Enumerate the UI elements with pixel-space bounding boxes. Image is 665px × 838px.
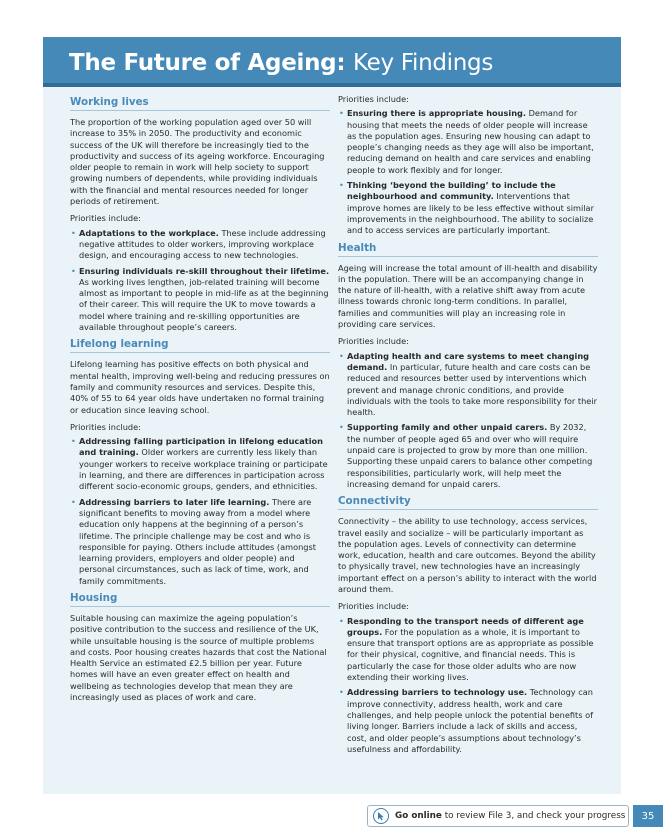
health-list xyxy=(338,351,598,491)
section-heading-housing: Housing xyxy=(70,592,330,607)
list-item: • Responding to the transport needs of different age groups. For the population as a whole, it is important to ensure that transport options are as appropriate as possible for their physical, cognitive, and financial needs. This is particularly the case for those older adults who are now extending their working lives. xyxy=(339,615,594,683)
list-item: • Supporting family and other unpaid carers. By 2032, the number of people aged 65 and over who will require unpaid care is projected to grow by more than one million. Supporting these unpaid carers to balance other competing responsibilities, particularly work, will help meet the increasing demand for unpaid carers. xyxy=(339,422,593,489)
list-item-text: Older workers are currently less likely than younger workers to receive workplace training or participate in learning, and there are differences in participation across different socio-economic groups, genders, and ethnicities. xyxy=(79,447,328,492)
left-column xyxy=(70,94,330,709)
connectivity-body: Connectivity – the ability to use technology, access services, travel easily and socialize – will be particularly important as the population ages. Levels of connectivity can determine work, education, health and care outcomes. Beyond the ability to physically travel, new technologies have an increasingly important effect on a person’s ability to interact with the world around them. xyxy=(338,516,597,594)
go-online-text xyxy=(395,811,625,821)
list-item-bold: Responding to the transport needs of different age groups. xyxy=(347,615,584,637)
list-item-text: Technology can improve connectivity, address health, work and care challenges, and help people unlock the potential benefits of living longer. Barriers include a lack of skills and access, cost, and older people’s assumptions about technology’s usefulness and affordability. xyxy=(347,687,594,754)
go-online-rest: to review File 3, and check your progress xyxy=(441,811,626,821)
list-item: • Ensuring individuals re-skill throughout their lifetime. As working lives lengthen, job-related training will become almost as important to people in mid-life as at the beginning of their career. This will require the UK to move towards a model where training and re-skilling opportunities are available throughout people’s careers. xyxy=(71,265,330,333)
list-item: • Addressing falling participation in lifelong education and training. Older workers are currently less likely than younger workers to receive workplace training or participate in learning, and there are differences in participation across different socio-economic groups, genders, and ethnicities. xyxy=(71,436,328,492)
page-number: 35 xyxy=(633,805,663,827)
list-item-text: These include addressing negative attitudes to older workers, improving workplace design, and encouraging access to new technologies. xyxy=(79,227,326,261)
lifelong-list xyxy=(70,436,330,587)
cursor-click-icon xyxy=(373,808,389,824)
list-item: • Thinking ‘beyond the building’ to include the neighbourhood and community. Interventions that improve homes are likely to be less effective without similar improvements in the neighbourhood. The ability to socialize and to access services are particularly important. xyxy=(339,180,594,236)
list-item-text: For the population as a whole, it is important to ensure that transport options are as appropriate as possible for their physical, cognitive, and financial needs. This is particularly the case for those older adults who are now extending their working lives. xyxy=(347,626,594,683)
working-lives-list xyxy=(70,228,330,334)
connectivity-list xyxy=(338,616,598,756)
section-heading-connectivity: Connectivity xyxy=(338,495,598,510)
list-item-bold: Supporting family and other unpaid carers. xyxy=(347,422,548,433)
list-item-bold: Addressing barriers to later life learning. xyxy=(79,496,270,507)
title-light: Key Findings xyxy=(352,50,494,76)
housing-list xyxy=(338,108,598,236)
go-online-link[interactable] xyxy=(367,805,629,827)
lifelong-body: Lifelong learning has positive effects on both physical and mental health, improving well-being and reducing pressures on family and community resources and services. Despite this, 40% of 55 to 64 year olds have undertaken no formal training or education since leaving school. xyxy=(70,359,330,415)
housing-body: Suitable housing can maximize the ageing population’s positive contribution to the success and resilience of the UK, while unsuitable housing is the source of multiple problems and costs. Poor housing creates hazards that cost the National Health Service an estimated £2.5 billion per year. Future homes will have an even greater effect on health and wellbeing as technologies develop that mean they are increasingly used as places of work and care. xyxy=(70,612,327,703)
list-item-text: As working lives lengthen, job-related training will become almost as important to people in mid-life as at the beginning of their career. This will require the UK to move towards a model where training and re-skilling opportunities are available throughout people’s careers. xyxy=(79,276,329,333)
right-column xyxy=(338,94,598,760)
title-bold: The Future of Ageing: xyxy=(69,50,346,76)
list-item-text: Demand for housing that meets the needs of older people will increase as the population ages. Ensuring new housing can adapt to people’s changing needs as they age will also be important, reducing demand on health and care services and enabling people to work flexibly and for longer. xyxy=(347,108,594,175)
list-item: • Adaptations to the workplace. These include addressing negative attitudes to older workers, improving workplace design, and encouraging access to new technologies. xyxy=(71,227,326,261)
health-body: Ageing will increase the total amount of ill-health and disability in the population. There will be an accompanying change in the nature of ill-health, with a relative shift away from acute illness towards chronic long-term conditions. In parallel, families and communities will play an increasing role in providing care services. xyxy=(338,262,598,330)
page-title xyxy=(69,49,621,77)
list-item-text: There are significant benefits to moving away from a model where education only happens at the beginning of a person’s lifetime. The principle challenge may be cost and who is responsible for paying. Others include attitudes (amongst learning providers, employers and older people) and personal circumstances, such as lack of time, work, and family commitments. xyxy=(79,496,316,586)
section-heading-working-lives: Working lives xyxy=(70,96,330,111)
title-banner xyxy=(43,37,621,87)
list-item: • Adapting health and care systems to meet changing demand. In particular, future health and care costs can be reduced and resources better used by interventions which prevent and manage chronic conditions, and provide individuals with the tools to take more responsibility for their health. xyxy=(339,350,597,418)
section-heading-lifelong-learning: Lifelong learning xyxy=(70,338,330,353)
list-item-bold: Addressing barriers to technology use. xyxy=(347,687,528,698)
list-item: • Ensuring there is appropriate housing. Demand for housing that meets the needs of older people will increase as the population ages. Ensuring new housing can adapt to people’s changing needs as they age will also be important, reducing demand on health and care services and enabling people to work flexibly and for longer. xyxy=(339,108,594,175)
list-item-text: In particular, future health and care costs can be reduced and resources better used by interventions which prevent and manage chronic conditions, and provide individuals with the tools to take more responsibility for their health. xyxy=(347,361,597,418)
list-item-text: By 2032, the number of people aged 65 and over who will require unpaid care is projected to grow by more than one million. Supporting these unpaid carers to balance other competing responsibilities, particularly work, will help meet the increasing demand for unpaid carers. xyxy=(347,422,593,489)
list-item-bold: Ensuring there is appropriate housing. xyxy=(347,108,526,119)
list-item-bold: Adapting health and care systems to meet changing demand. xyxy=(347,350,590,372)
working-lives-priorities: Priorities include: xyxy=(70,213,141,224)
list-item-bold: Thinking ‘beyond the building’ to include the neighbourhood and community. xyxy=(347,180,556,202)
list-item: • Addressing barriers to technology use. Technology can improve connectivity, address health, work and care challenges, and help people unlock the potential benefits of living longer. Barriers include a lack of skills and access, cost, and older people’s assumptions about technology’s usefulness and affordability. xyxy=(339,687,594,754)
list-item-bold: Ensuring individuals re-skill throughout their lifetime. xyxy=(79,265,330,276)
housing-priorities: Priorities include: xyxy=(338,94,409,104)
health-priorities: Priorities include: xyxy=(338,336,409,347)
list-item-text: Interventions that improve homes are likely to be less effective without similar improvements in the neighbourhood. The ability to socialize and to access services are particularly important. xyxy=(347,191,594,236)
list-item-bold: Addressing falling participation in lifelong education and training. xyxy=(79,436,323,458)
working-lives-body: The proportion of the working population aged over 50 will increase to 35% in 2050. The productivity and economic success of the UK will therefore be increasingly tied to the productivity and success of its ageing workforce. Encouraging older people to remain in work will help society to support growing numbers of dependents, while providing individuals with the financial and mental resources needed for longer periods of retirement. xyxy=(70,117,325,207)
lifelong-priorities: Priorities include: xyxy=(70,421,141,432)
section-heading-health: Health xyxy=(338,242,598,257)
go-online-bold: Go online xyxy=(395,811,442,821)
connectivity-priorities: Priorities include: xyxy=(338,601,409,612)
list-item-bold: Adaptations to the workplace. xyxy=(79,227,219,238)
list-item: • Addressing barriers to later life learning. There are significant benefits to moving away from a model where education only happens at the beginning of a person’s lifetime. The principle challenge may be cost and who is responsible for paying. Others include attitudes (amongst learning providers, employers and older people) and personal circumstances, such as lack of time, work, and family commitments. xyxy=(71,496,316,586)
